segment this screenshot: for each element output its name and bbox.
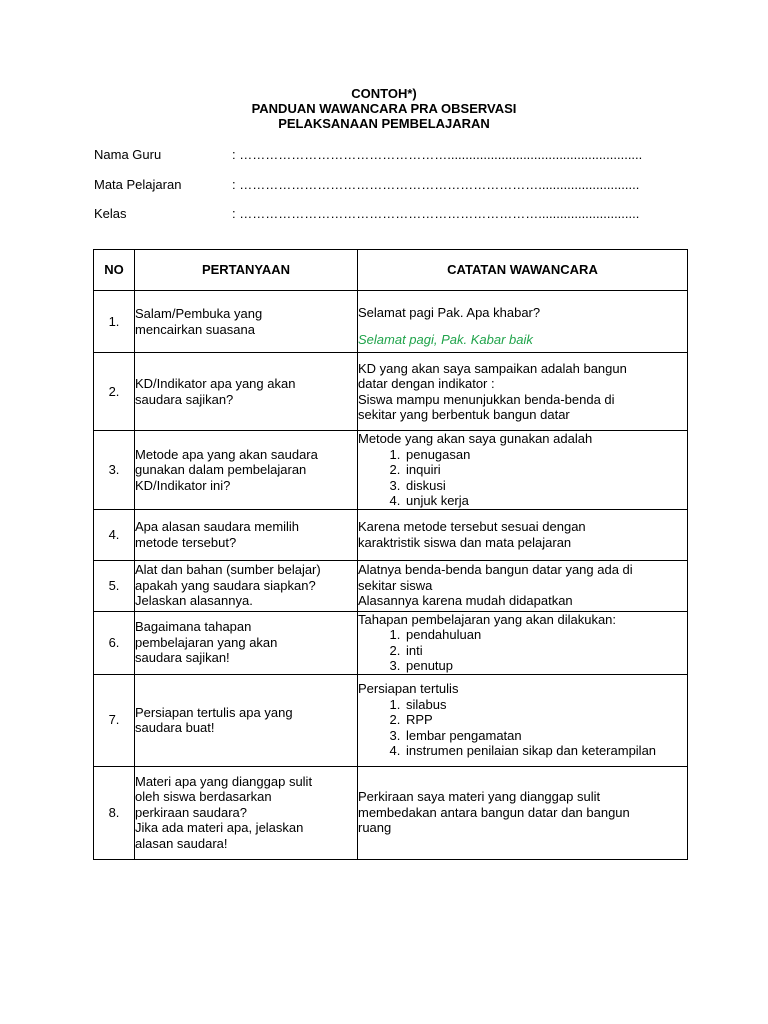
question-line: Materi apa yang dianggap sulit <box>135 773 313 789</box>
question-line: KD/Indikator ini? <box>135 477 231 493</box>
table-row <box>94 431 688 510</box>
answer-line: sekitar siswa <box>358 577 433 593</box>
answer-list-item: 4. unjuk kerja <box>404 493 687 509</box>
answer-list-item: 3. penutup <box>404 658 687 674</box>
answer-list-item: 2. inquiri <box>404 462 687 478</box>
answer-list-item: 1. pendahuluan <box>404 627 687 643</box>
table-row <box>94 509 688 560</box>
header-title: PANDUAN WAWANCARA PRA OBSERVASI <box>251 101 517 116</box>
question-line: Persiapan tertulis apa yang <box>135 704 293 720</box>
answer-line: Selamat pagi Pak. Apa khabar? <box>358 304 541 320</box>
question-cell <box>135 674 358 766</box>
answer-line: sekitar yang berbentuk bangun datar <box>358 407 570 422</box>
answer-list-item: 4. instrumen penilaian sikap dan keterampilan <box>404 743 687 759</box>
answer-line: Tahapan pembelajaran yang akan dilakukan: <box>358 611 617 627</box>
answer-list-item: 1. penugasan <box>404 447 687 463</box>
row-number: 1. <box>94 291 135 353</box>
question-cell <box>135 766 358 859</box>
question-line: oleh siswa berdasarkan <box>135 789 272 805</box>
question-line: Alat dan bahan (sumber belajar) <box>135 562 321 578</box>
row-number: 5. <box>94 560 135 611</box>
field-label-mata-pelajaran: Mata Pelajaran <box>94 177 182 192</box>
answer-cell <box>358 353 688 431</box>
row-number: 2. <box>94 353 135 431</box>
answer-cell <box>358 509 688 560</box>
answer-line: Metode yang akan saya gunakan adalah <box>358 431 593 446</box>
question-cell <box>135 431 358 510</box>
answer-line: Alatnya benda-benda bangun datar yang ada di <box>358 562 633 578</box>
header-subtitle: PELAKSANAAN PEMBELAJARAN <box>278 116 490 131</box>
answer-list-item: 3. lembar pengamatan <box>404 728 687 744</box>
table-row <box>94 291 688 353</box>
table-header-row <box>94 250 688 291</box>
row-number: 7. <box>94 674 135 766</box>
answer-line: membedakan antara bangun datar dan bangun <box>358 804 630 820</box>
answer-line: Siswa mampu menunjukkan benda-benda di <box>358 391 615 407</box>
answer-line: KD yang akan saya sampaikan adalah bangun <box>358 360 627 376</box>
question-cell <box>135 509 358 560</box>
question-line: KD/Indikator apa yang akan <box>135 376 296 391</box>
interview-table <box>93 249 688 860</box>
row-number: 3. <box>94 431 135 510</box>
question-line: Bagaimana tahapan <box>135 619 252 635</box>
answer-note: Selamat pagi, Pak. Kabar baik <box>358 332 533 347</box>
answer-line: Persiapan tertulis <box>358 681 459 697</box>
row-number: 4. <box>94 509 135 560</box>
question-line: perkiraan saudara? <box>135 804 248 820</box>
field-value-mata-pelajaran[interactable]: : ……………………………………………………………............................ <box>232 177 640 192</box>
question-line: gunakan dalam pembelajaran <box>135 462 307 477</box>
question-line: saudara buat! <box>135 720 215 735</box>
answer-list-item: 3. diskusi <box>404 478 687 494</box>
answer-line: karaktristik siswa dan mata pelajaran <box>358 534 572 550</box>
table-row <box>94 674 688 766</box>
question-line: mencairkan suasana <box>135 321 255 337</box>
answer-list <box>358 697 687 759</box>
field-value-nama-guru[interactable]: : …………………………………………...................................................... <box>232 147 643 162</box>
answer-list <box>358 447 687 509</box>
answer-cell <box>358 766 688 859</box>
answer-cell <box>358 611 688 674</box>
answer-list <box>358 627 687 674</box>
question-line: apakah yang saudara siapkan? <box>135 577 316 593</box>
question-line: Metode apa yang akan saudara <box>135 446 318 462</box>
answer-line: Perkiraan saya materi yang dianggap sulit <box>358 789 601 805</box>
table-row <box>94 353 688 431</box>
header-contoh: CONTOH*) <box>351 86 417 101</box>
column-header-question: PERTANYAAN <box>135 250 358 291</box>
answer-line: datar dengan indikator : <box>358 376 495 391</box>
table-row <box>94 766 688 859</box>
question-cell <box>135 291 358 353</box>
question-cell <box>135 353 358 431</box>
answer-line: Alasannya karena mudah didapatkan <box>358 593 573 609</box>
question-line: pembelajaran yang akan <box>135 634 278 650</box>
answer-cell <box>358 560 688 611</box>
column-header-notes: CATATAN WAWANCARA <box>358 250 688 291</box>
answer-line: Karena metode tersebut sesuai dengan <box>358 519 586 534</box>
question-line: metode tersebut? <box>135 534 237 550</box>
question-line: Salam/Pembuka yang <box>135 306 263 321</box>
column-header-no: NO <box>94 250 135 291</box>
row-number: 8. <box>94 766 135 859</box>
answer-list-item: 2. inti <box>404 643 687 659</box>
field-label-nama-guru: Nama Guru <box>94 147 162 162</box>
question-line: Jelaskan alasannya. <box>135 593 253 609</box>
answer-list-item: 2. RPP <box>404 712 687 728</box>
field-label-kelas: Kelas <box>94 206 127 221</box>
question-line: saudara sajikan! <box>135 650 230 666</box>
answer-cell <box>358 291 688 353</box>
answer-cell <box>358 674 688 766</box>
answer-cell <box>358 431 688 510</box>
answer-line: ruang <box>358 820 392 836</box>
field-value-kelas[interactable]: : ……………………………………………………………............................ <box>232 206 640 221</box>
question-cell <box>135 560 358 611</box>
question-cell <box>135 611 358 674</box>
question-line: Apa alasan saudara memilih <box>135 519 300 534</box>
question-line: Jika ada materi apa, jelaskan <box>135 820 304 836</box>
question-line: alasan saudara! <box>135 835 228 851</box>
question-line: saudara sajikan? <box>135 391 234 407</box>
answer-list-item: 1. silabus <box>404 697 687 713</box>
table-row <box>94 560 688 611</box>
table-row <box>94 611 688 674</box>
row-number: 6. <box>94 611 135 674</box>
